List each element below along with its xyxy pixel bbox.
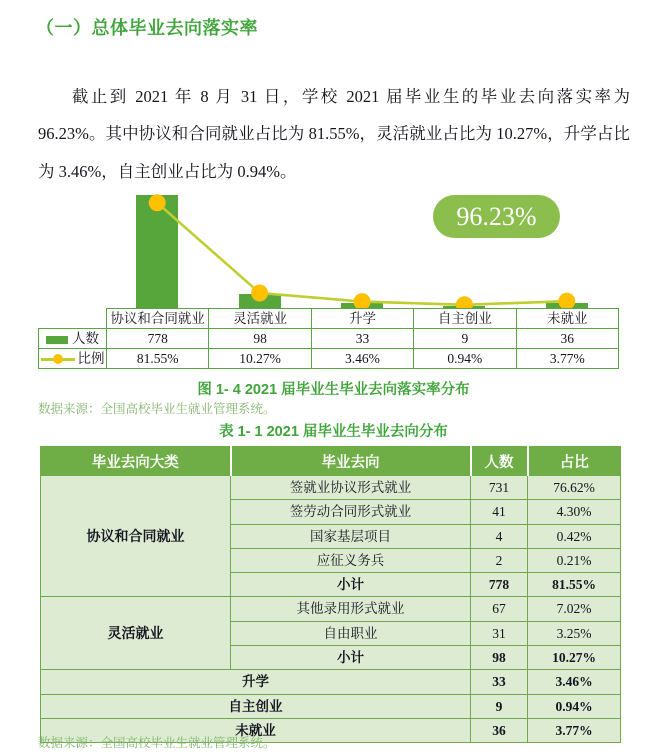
cell-pct: 3.77% [528,718,621,742]
ratio-legend [39,349,107,369]
header-category: 毕业去向大类 [41,447,231,476]
cell-pct: 0.42% [528,524,621,548]
count-value: 36 [516,329,618,349]
cell-count: 33 [471,670,528,694]
ratio-value: 3.77% [516,349,618,369]
table-row [41,597,621,621]
cell-pct: 3.25% [528,621,621,645]
count-value: 9 [414,329,516,349]
ratio-legend-label: 比例 [77,351,105,366]
chart-table-corner [39,309,107,329]
cell-way: 国家基层项目 [231,524,471,548]
cell-way: 自由职业 [231,621,471,645]
summary-label: 未就业 [41,718,471,742]
section-title: （一）总体毕业去向落实率 [36,18,258,38]
group-label: 灵活就业 [41,597,231,670]
chart-category-row [39,309,619,329]
figure-data-source: 数据来源：全国高校毕业生就业管理系统。 [38,402,276,416]
summary-paragraph: 截止到 2021 年 8 月 31 日，学校 2021 届毕业生的毕业去向落实率为 96.23%。其中协议和合同就业占比为 81.55%，灵活就业占比为 10.27%，升学占比为 3.46%，自主创业占比为 0.94%。 [38,86,630,181]
cell-way: 应征义务兵 [231,548,471,572]
cell-count: 778 [471,573,528,597]
count-legend [39,329,107,349]
cell-way: 签就业协议形式就业 [231,476,471,500]
outcome-table-header-row [41,447,621,476]
cell-count: 31 [471,621,528,645]
header-pct: 占比 [528,447,621,476]
category-label: 升学 [311,309,413,329]
ratio-value: 10.27% [209,349,311,369]
cell-pct: 0.94% [528,694,621,718]
figure-caption: 图 1- 4 2021 届毕业生毕业去向落实率分布 [197,382,470,398]
cell-pct: 7.02% [528,597,621,621]
group-label: 协议和合同就业 [41,476,231,597]
category-label: 自主创业 [414,309,516,329]
chart-ratio-row [39,349,619,369]
count-value: 98 [209,329,311,349]
table-caption: 表 1- 1 2021 届毕业生毕业去向分布 [219,424,448,440]
marker-legend-icon [53,354,63,364]
cell-count: 2 [471,548,528,572]
chart-data-table [38,308,619,369]
cell-pct: 81.55% [528,573,621,597]
cell-count: 9 [471,694,528,718]
category-label: 灵活就业 [209,309,311,329]
ratio-value: 0.94% [414,349,516,369]
cell-count: 98 [471,646,528,670]
cell-count: 67 [471,597,528,621]
overall-rate-badge: 96.23% [433,195,560,238]
count-legend-label: 人数 [72,331,99,346]
ratio-value: 81.55% [107,349,209,369]
cell-way: 小计 [231,646,471,670]
table-row [41,476,621,500]
cell-way: 其他录用形式就业 [231,597,471,621]
header-count: 人数 [471,447,528,476]
cell-way: 签劳动合同形式就业 [231,500,471,524]
summary-row [41,694,621,718]
cell-pct: 10.27% [528,646,621,670]
cell-pct: 3.46% [528,670,621,694]
cell-count: 36 [471,718,528,742]
cell-pct: 4.30% [528,500,621,524]
cell-pct: 76.62% [528,476,621,500]
table-data-source: 数据来源：全国高校毕业生就业管理系统。 [38,736,276,750]
summary-label: 自主创业 [41,694,471,718]
chart-plot [38,185,618,308]
cell-way: 小计 [231,573,471,597]
count-value: 778 [107,329,209,349]
chart-count-row [39,329,619,349]
summary-row [41,670,621,694]
count-value: 33 [311,329,413,349]
summary-label: 升学 [41,670,471,694]
outcome-table [40,446,621,743]
cell-pct: 0.21% [528,548,621,572]
category-label: 未就业 [516,309,618,329]
employment-chart [38,185,618,369]
cell-count: 731 [471,476,528,500]
ratio-value: 3.46% [311,349,413,369]
header-way: 毕业去向 [231,447,471,476]
cell-count: 4 [471,524,528,548]
bar-legend-icon [46,336,68,344]
cell-count: 41 [471,500,528,524]
line-legend-icon [41,358,75,361]
category-label: 协议和合同就业 [107,309,209,329]
